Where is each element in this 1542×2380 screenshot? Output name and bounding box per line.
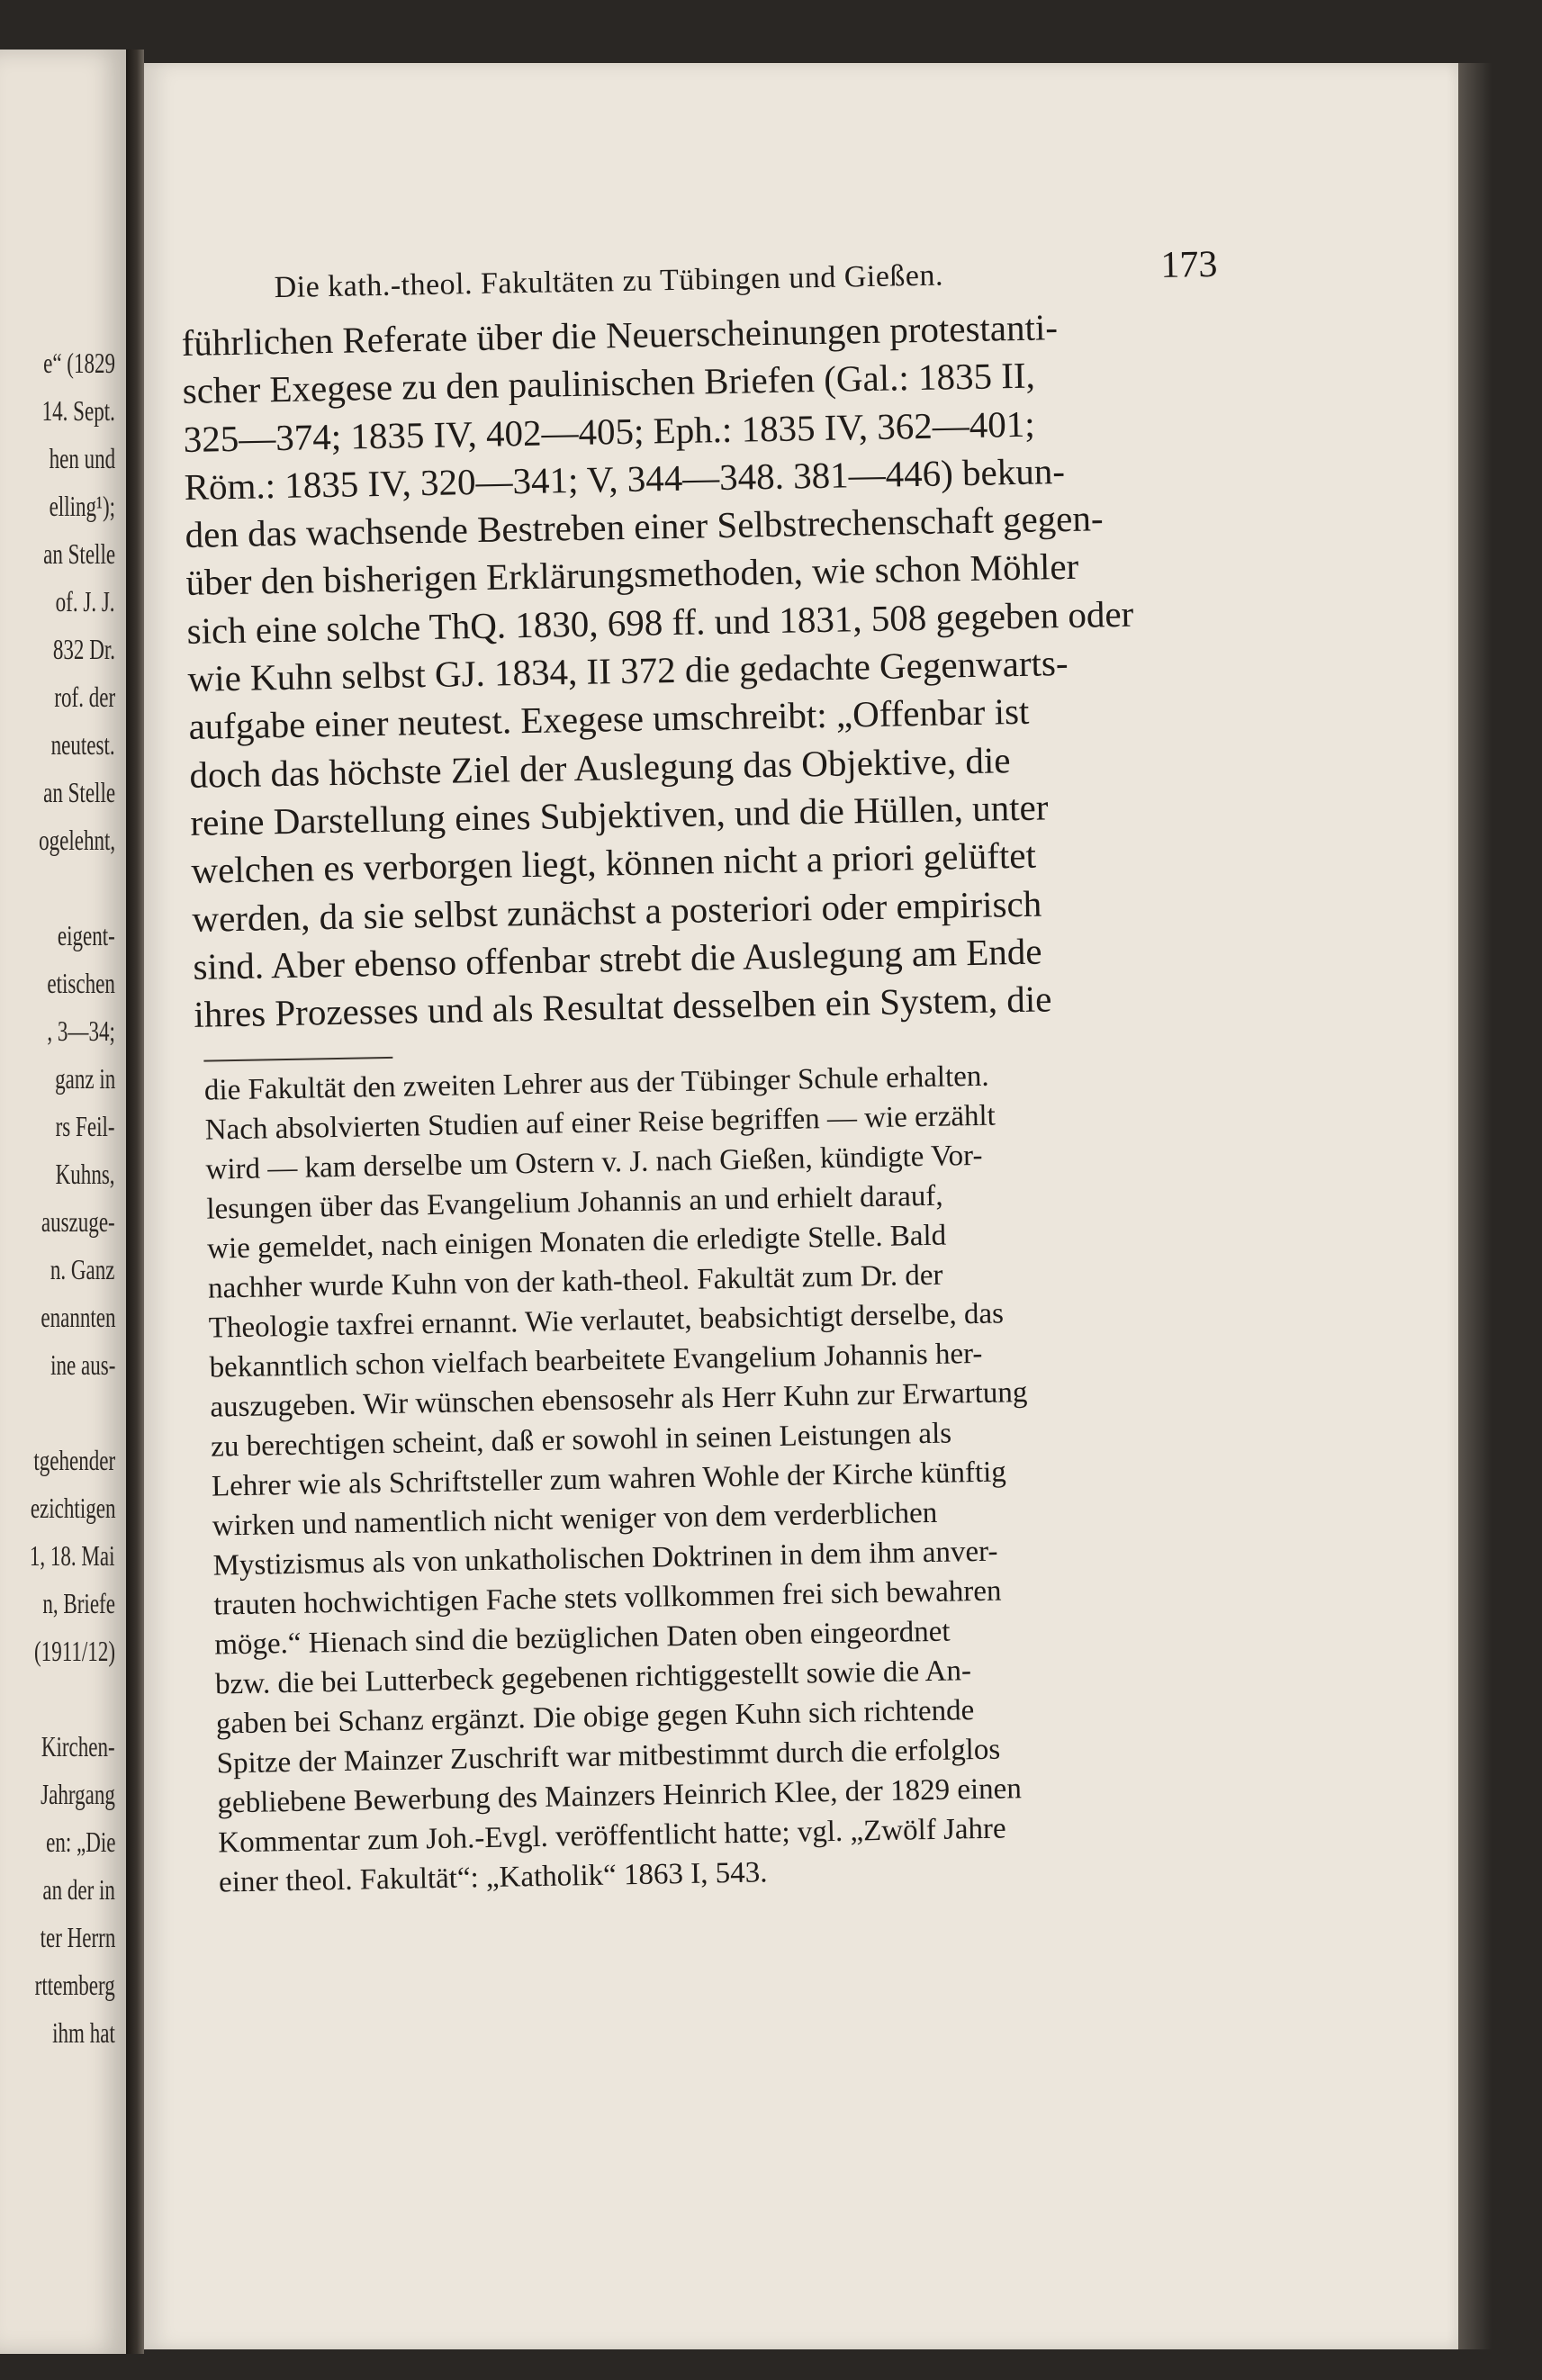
facing-page-line: e“ (1829 [43, 347, 115, 379]
facing-page-line: elling¹); [49, 490, 115, 522]
body-line: wie Kuhn selbst GJ. 1834, II 372 die gedachte Gegenwarts- [187, 642, 1069, 699]
facing-page-line: an Stelle [43, 537, 115, 570]
body-line: werden, da sie selbst zunächst a posteriori oder empirisch [192, 882, 1042, 940]
facing-page-line: neutest. [50, 728, 115, 761]
book-edge [1458, 63, 1542, 2349]
facing-page-line: ogelehnt, [38, 824, 115, 856]
body-text [181, 300, 1274, 1039]
body-line: ihres Prozesses und als Resultat desselben ein System, die [194, 978, 1052, 1036]
facing-page-fragment [0, 50, 126, 2354]
body-line: den das wachsende Bestreben einer Selbstrechenschaft gegen- [185, 497, 1104, 556]
body-line: reine Darstellung eines Subjektiven, und die Hüllen, unter [190, 786, 1049, 843]
footnote-line: wirken und namentlich nicht weniger von dem verderblichen [212, 1497, 938, 1544]
facing-page-line: n. Ganz [50, 1253, 115, 1285]
footnote-line: die Fakultät den zweiten Lehrer aus der Tübinger Schule erhalten. [203, 1060, 989, 1108]
body-line: sich eine solche ThQ. 1830, 698 ff. und 1831, 508 gegeben oder [186, 592, 1134, 652]
facing-page-line: 14. Sept. [41, 394, 115, 427]
footnote-line: Mystizismus als von unkatholischen Doktrinen in dem ihm anver- [212, 1536, 998, 1583]
footnote-line: trauten hochwichtigen Fache stets vollkommen frei sich bewahren [213, 1574, 1002, 1623]
facing-page-line: ihm hat [52, 2016, 115, 2049]
facing-page-line: auszuge- [41, 1205, 115, 1238]
footnote-line: Nach absolvierten Studien auf einer Reise begriffen — wie erzählt [204, 1100, 996, 1148]
footnote-line: Theologie taxfrei ernannt. Wie verlautet, beabsichtigt derselbe, das [208, 1297, 1005, 1346]
body-line: sind. Aber ebenso offenbar strebt die Auslegung am Ende [193, 930, 1042, 987]
facing-page-line: tgehender [33, 1444, 115, 1476]
facing-page-line: of. J. J. [56, 585, 115, 618]
body-line: scher Exegese zu den paulinischen Briefen (Gal.: 1835 II, [182, 354, 1036, 412]
facing-page-line: rttemberg [34, 1969, 115, 2001]
footnote-line: Kommentar zum Joh.-Evgl. veröffentlicht hatte; vgl. „Zwölf Jahre [217, 1812, 1006, 1860]
facing-page-line: 1, 18. Mai [30, 1539, 115, 1572]
facing-page-line: hen und [49, 442, 115, 474]
footnote-line: auszugeben. Wir wünschen ebensosehr als Herr Kuhn zur Erwartung [210, 1376, 1028, 1425]
footnote-line: lesungen über das Evangelium Johannis an und erhielt darauf, [206, 1180, 943, 1227]
footnote-rule [203, 1057, 392, 1062]
footnote-line: Spitze der Mainzer Zuschrift war mitbestimmt durch die erfolglos [216, 1734, 1001, 1780]
body-line: führlichen Referate über die Neuerscheinungen protestanti- [181, 306, 1059, 364]
body-line: 325—374; 1835 IV, 402—405; Eph.: 1835 IV, 362—401; [183, 402, 1036, 460]
footnote-line: möge.“ Hienach sind die bezüglichen Daten oben eingeordnet [213, 1616, 951, 1663]
facing-page-line: n, Briefe [42, 1587, 115, 1619]
facing-page-line: en: „Die [45, 1826, 115, 1858]
facing-page-line: rof. der [54, 681, 115, 713]
footnote-line: nachher wurde Kuhn von der kath-theol. Fakultät zum Dr. der [207, 1259, 943, 1306]
footnote-line: wie gemeldet, nach einigen Monaten die erledigte Stelle. Bald [206, 1220, 947, 1267]
facing-page-line: ganz in [54, 1062, 115, 1095]
facing-page-line: Kirchen- [41, 1730, 115, 1762]
book-page [144, 63, 1458, 2349]
facing-page-line: rs Feil- [56, 1110, 115, 1142]
facing-page-line: an Stelle [43, 776, 115, 808]
footnote-line: zu berechtigen scheint, daß er sowohl in seinen Leistungen als [210, 1417, 952, 1465]
body-line: Röm.: 1835 IV, 320—341; V, 344—348. 381—446) bekun- [184, 449, 1066, 508]
footnote-line: wird — kam derselbe um Ostern v. J. nach Gießen, kündigte Vor- [205, 1140, 983, 1187]
footnote-line: einer theol. Fakultät“: „Katholik“ 1863 I, 543. [218, 1856, 768, 1899]
body-line: über den bisherigen Erklärungsmethoden, wie schon Möhler [185, 545, 1079, 604]
page-content [180, 237, 1290, 1903]
footnote-line: Lehrer wie als Schriftsteller zum wahren Wohle der Kirche künftig [211, 1456, 1007, 1504]
book-gutter [126, 50, 144, 2354]
facing-page-line: enannten [40, 1301, 115, 1333]
facing-page-line: 832 Dr. [52, 633, 115, 665]
body-line: doch das höchste Ziel der Auslegung das Objektive, die [189, 738, 1011, 796]
facing-page-line: ezichtigen [30, 1492, 115, 1524]
facing-page-line: Jahrgang [41, 1778, 115, 1810]
facing-page-line: ine aus- [50, 1348, 115, 1381]
page-number: 173 [1159, 243, 1218, 287]
body-line: welchen es verborgen liegt, können nicht a priori gelüftet [191, 834, 1037, 892]
facing-page-line: eigent- [58, 919, 115, 951]
footnote-line: bekanntlich schon vielfach bearbeitete Evangelium Johannis her- [209, 1338, 983, 1385]
footnote-line: gaben bei Schanz ergänzt. Die obige gegen Kuhn sich richtende [215, 1694, 975, 1741]
facing-page-line: etischen [47, 967, 115, 999]
facing-page-line: , 3—34; [47, 1014, 115, 1047]
footnote-line: gebliebene Bewerbung des Mainzers Heinrich Klee, der 1829 einen [217, 1772, 1023, 1820]
facing-page-line: (1911/12) [33, 1635, 115, 1667]
footnote-line: bzw. die bei Lutterbeck gegebenen richtiggestellt sowie die An- [214, 1654, 972, 1702]
body-line: aufgabe einer neutest. Exegese umschreibt: „Offenbar ist [188, 690, 1030, 748]
facing-page-line: ter Herrn [40, 1921, 115, 1953]
facing-page-line: an der in [42, 1873, 115, 1906]
footnote-text [195, 1051, 1291, 1903]
running-head-title: Die kath.-theol. Fakultäten zu Tübingen und Gießen. [274, 258, 944, 305]
facing-page-line: Kuhns, [56, 1158, 115, 1190]
